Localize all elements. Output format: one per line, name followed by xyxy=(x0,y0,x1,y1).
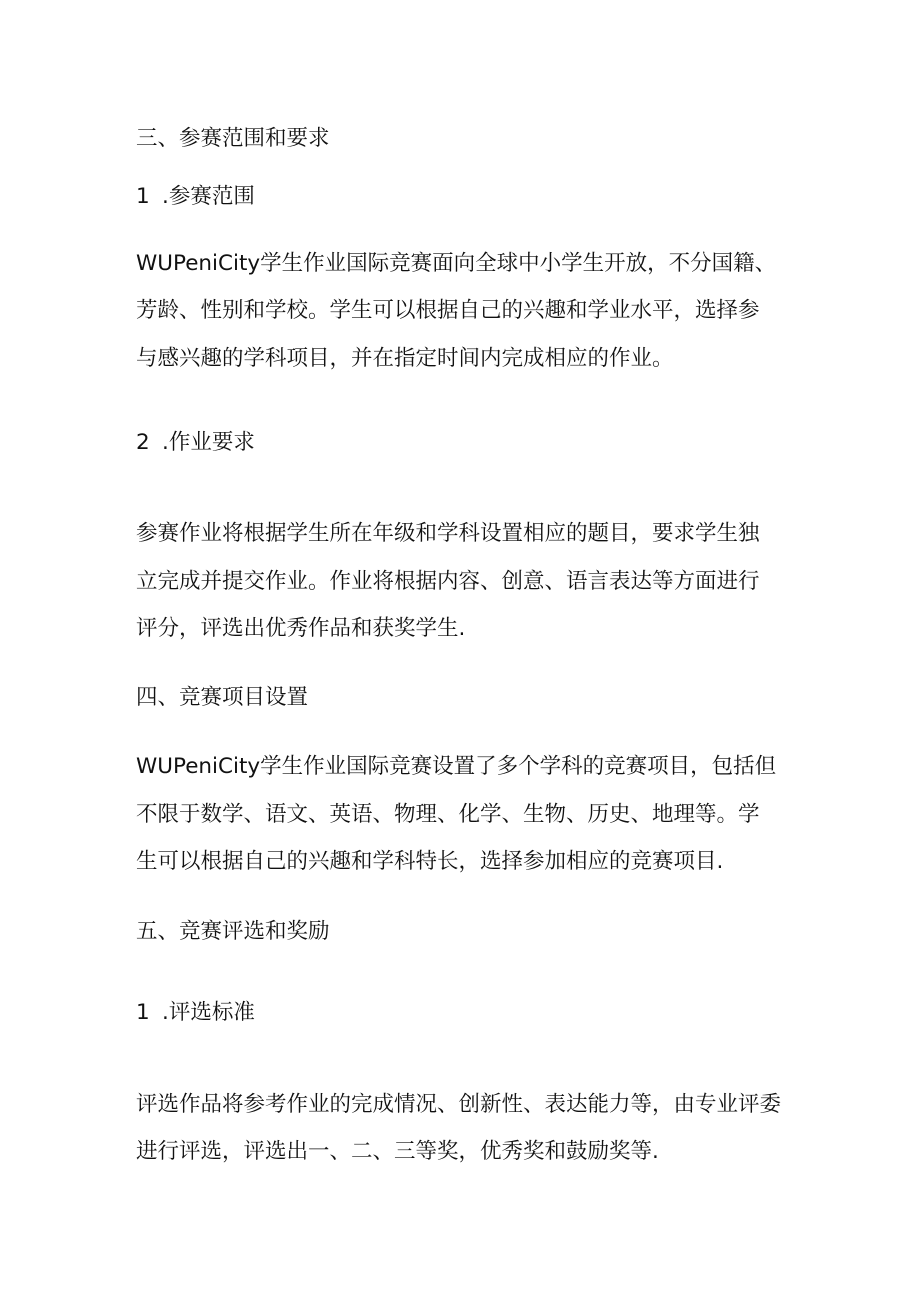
section-3-para-1-line-3: 与感兴趣的学科项目，并在指定时间内完成相应的作业。 xyxy=(136,346,674,371)
section-4-para-line-1: WUPeniCity学生作业国际竞赛设置了多个学科的竞赛项目，包括但 xyxy=(136,754,777,779)
subheading-number: 1 xyxy=(136,184,150,209)
section-5-subheading-1 xyxy=(136,998,796,1028)
section-3-para-1-line-2: 芳龄、性别和学校。学生可以根据自己的兴趣和学业水平，选择参 xyxy=(136,298,760,323)
section-3-para-2-line-3: 评分，评选出优秀作品和获奖学生. xyxy=(136,616,466,641)
subheading-number: 2 xyxy=(136,430,150,455)
section-4-heading: 四、竞赛项目设置 xyxy=(136,685,309,710)
subheading-title: .作业要求 xyxy=(162,430,255,455)
section-5-heading: 五、竞赛评选和奖励 xyxy=(136,919,330,944)
section-3-subheading-2 xyxy=(136,428,796,458)
section-4-para-line-3: 生可以根据自己的兴趣和学科特长，选择参加相应的竞赛项目. xyxy=(136,849,724,874)
subheading-number: 1 xyxy=(136,1000,150,1025)
section-3-subheading-1 xyxy=(136,182,796,212)
subheading-title: .评选标准 xyxy=(162,1000,255,1025)
subheading-title: .参赛范围 xyxy=(162,184,255,209)
section-3-para-2-line-2: 立完成并提交作业。作业将根据内容、创意、语言表达等方面进行 xyxy=(136,569,760,594)
section-5-para-1-line-2: 进行评选，评选出一、二、三等奖，优秀奖和鼓励奖等. xyxy=(136,1139,659,1164)
section-3-para-1-line-1: WUPeniCity学生作业国际竞赛面向全球中小学生开放，不分国籍、 xyxy=(136,251,777,276)
section-4-para-line-2: 不限于数学、语文、英语、物理、化学、生物、历史、地理等。学 xyxy=(136,802,760,827)
section-3-heading: 三、参赛范围和要求 xyxy=(136,126,330,151)
section-5-para-1-line-1: 评选作品将参考作业的完成情况、创新性、表达能力等，由专业评委 xyxy=(136,1092,782,1117)
section-3-para-2-line-1: 参赛作业将根据学生所在年级和学科设置相应的题目，要求学生独 xyxy=(136,521,760,546)
